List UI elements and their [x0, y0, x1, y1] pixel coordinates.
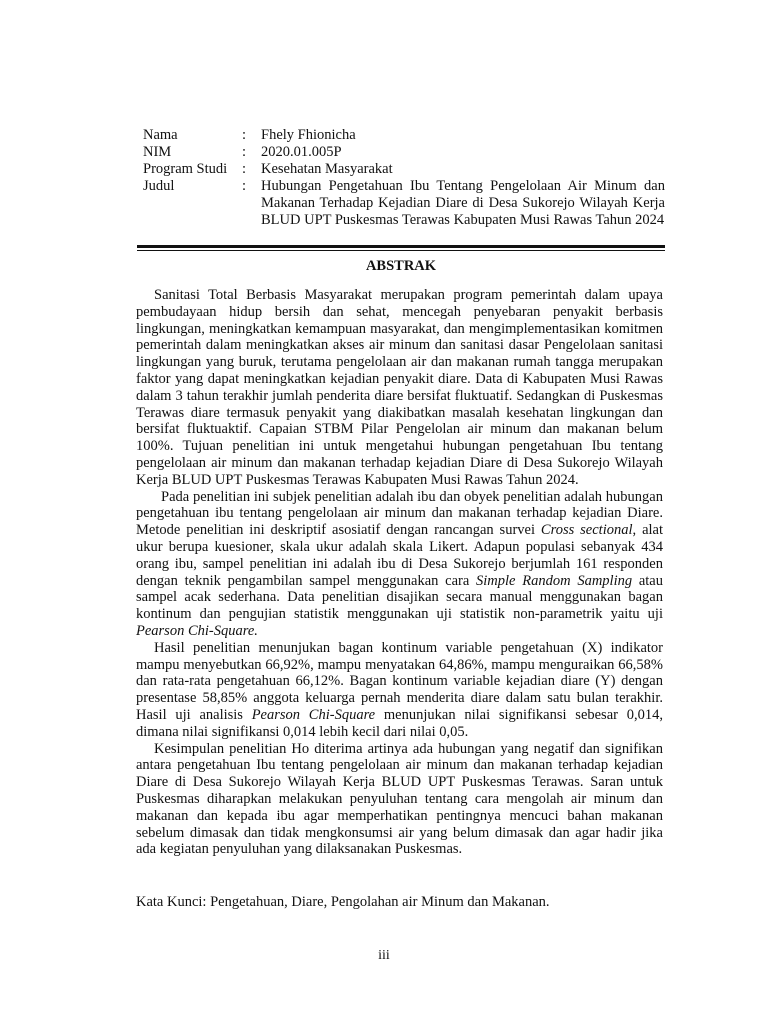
meta-colon: : — [242, 178, 247, 194]
meta-value-nim: 2020.01.005P — [261, 144, 342, 160]
identity-block — [143, 127, 665, 229]
abstract-body — [136, 287, 663, 858]
meta-colon: : — [242, 161, 247, 177]
meta-label: Judul — [143, 178, 175, 194]
abstract-paragraph-3 — [136, 640, 663, 741]
meta-value-nama: Fhely Fhionicha — [261, 127, 356, 143]
meta-row-nama — [143, 127, 665, 144]
italic-term: Pearson Chi-Square. — [136, 622, 258, 639]
italic-term: Cross sectional — [540, 522, 633, 539]
paragraph-text: , alat ukur berupa kuesioner, skala ukur adalah skala Likert. Adapun populasi sebanyak 434 orang ibu, sampel penelitian ini adalah ibu di Desa Sukorejo berjumlah 161 responden dengan teknik pengambilan sampel menggunakan cara — [136, 522, 663, 589]
header-divider-thick — [137, 245, 665, 248]
meta-label: Program Studi — [143, 161, 228, 177]
meta-row-program-studi — [143, 161, 665, 178]
keywords: Kata Kunci: Pengetahuan, Diare, Pengolahan air Minum dan Makanan. — [136, 894, 550, 910]
header-divider-thin — [137, 250, 665, 251]
abstract-title: ABSTRAK — [365, 258, 437, 274]
meta-label: Nama — [143, 127, 178, 143]
meta-colon: : — [242, 144, 247, 160]
abstract-paragraph-4: Kesimpulan penelitian Ho diterima artinya ada hubungan yang negatif dan signifikan antara pengetahuan Ibu tentang pengelolaan air minum dan makanan terhadap kejadian Diare di Desa Sukorejo Wilayah Kerja BLUD UPT Puskesmas Terawas. Saran untuk Puskesmas diharapkan melakukan penyuluhan tentang cara mengolah air minum dan makanan dan kepada ibu agar memperhatikan pentingnya mencuci bahan makanan sebelum dimasak dan tidak mengkonsumsi air yang belum dimasak dan agar hadir jika ada kegiatan penyuluhan yang dilaksanakan Puskesmas. — [136, 740, 663, 858]
page-number: iii — [378, 948, 390, 963]
abstract-paragraph-1: Sanitasi Total Berbasis Masyarakat merupakan program pemerintah dalam upaya pembudayaan hidup bersih dan sehat, mencegah penyebaran penyakit berbasis lingkungan, meningkatkan kemampuan masyarakat, dan mengimplementasikan komitmen pemerintah dalam meningkatkan akses air minum dan sanitasi dasar Pengelolaan sanitasi lingkungan yang buruk, terutama pengelolaan air dan makanan rumah tangga merupakan faktor yang dapat meningkatkan kejadian penyakit diare. Data di Kabupaten Musi Rawas dalam 3 tahun terakhir jumlah penderita diare bersifat fluktuatif. Sedangkan di Puskesmas Terawas diare termasuk penyakit yang diakibatkan masalah kesehatan lingkungan dan bersifat fluktuaktif. Capaian STBM Pilar Pengelolan air minum dan makanan belum 100%. Tujuan penelitian ini untuk mengetahui hubungan pengetahuan Ibu tentang pengelolaan air minum dan makanan terhadap kejadian Diare di Desa Sukorejo Wilayah Kerja BLUD UPT Puskesmas Terawas Kabupaten Musi Rawas Tahun 2024. — [136, 287, 663, 488]
italic-term: Pearson Chi-Square — [251, 706, 376, 723]
meta-value-judul: Hubungan Pengetahuan Ibu Tentang Pengelolaan Air Minum dan Makanan Terhadap Kejadian Diare di Desa Sukorejo Wilayah Kerja BLUD UPT Puskesmas Terawas Kabupaten Musi Rawas Tahun 2024 — [261, 178, 665, 228]
meta-row-nim — [143, 144, 665, 161]
abstract-paragraph-2 — [136, 489, 663, 640]
paragraph-text: Hasil penelitian menunjukan bagan kontinum variable pengetahuan (X) indikator mampu menyebutkan 66,92%, mampu menyatakan 64,86%, mampu menguraikan 66,58% dan rata-rata pengetahuan 66,12%. Bagan kontinum variable kejadian diare (Y) dengan presentase 58,85% anggota keluarga pernah menderita diare dalam satu bulan terakhir. Hasil uji analisis — [136, 639, 663, 723]
meta-colon: : — [242, 127, 247, 143]
meta-row-judul — [143, 178, 665, 229]
meta-label: NIM — [143, 144, 172, 160]
italic-term: Simple Random Sampling — [476, 572, 633, 589]
paragraph-text: menunjukan nilai signifikansi sebesar 0,014, dimana nilai signifikansi 0,014 lebih kecil dari nilai 0,05. — [136, 706, 663, 740]
paragraph-text: atau sampel acak sederhana. Data penelitian disajikan secara manual menggunakan bagan kontinum dan pengujian statistik menggunakan uji statistik non-parametrik yaitu uji — [136, 572, 663, 623]
paragraph-text: Pada penelitian ini subjek penelitian adalah ibu dan obyek penelitian adalah hubungan pengetahuan ibu tentang pengelolaan air minum dan makanan terhadap kejadian Diare. Metode penelitian ini deskriptif asosiatif dengan rancangan survei — [136, 488, 663, 539]
meta-value-program-studi: Kesehatan Masyarakat — [261, 161, 393, 177]
